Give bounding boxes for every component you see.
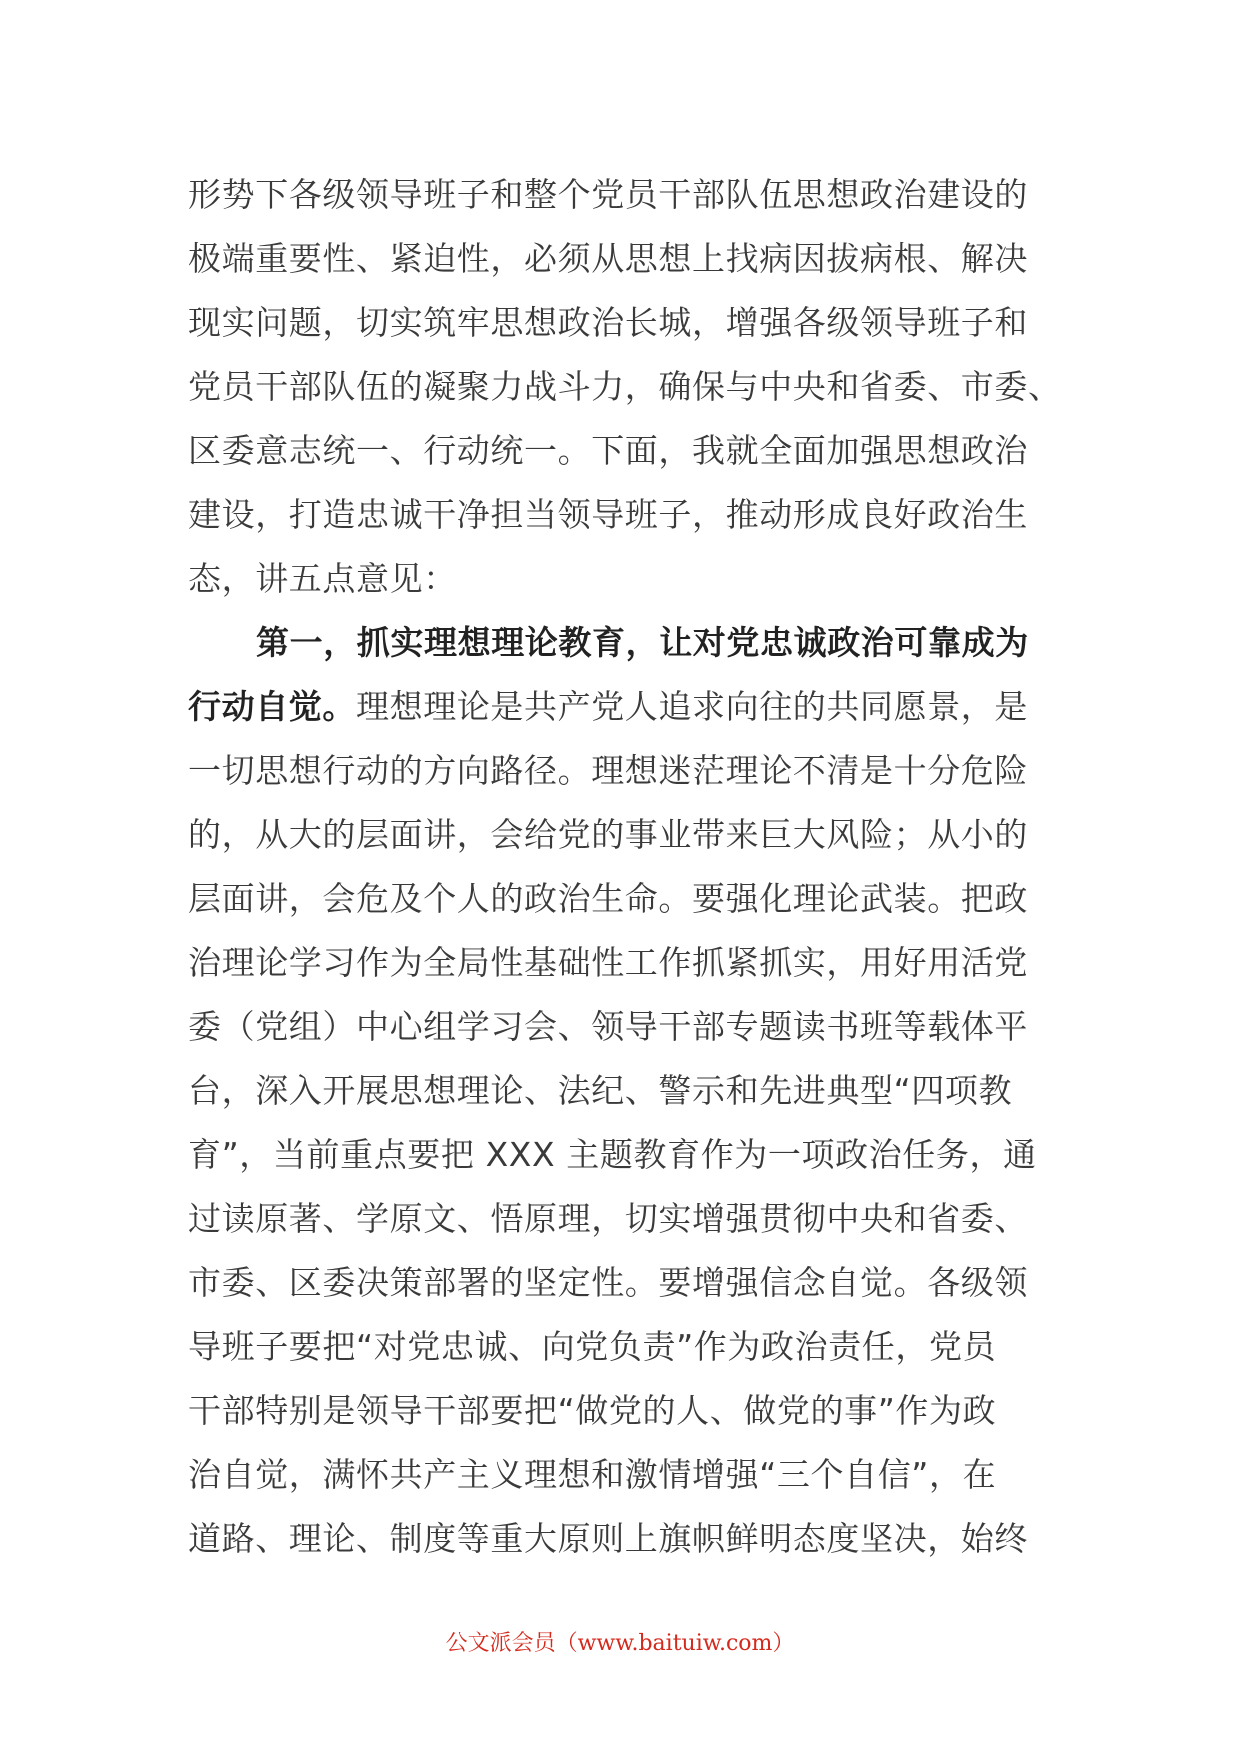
section-heading: 第一，抓实理想理论教育，让对党忠诚政治可靠成为 (256, 623, 1029, 662)
text-line: 现实问题，切实筑牢思想政治长城，增强各级领导班子和 (188, 303, 1028, 342)
text-line: 极端重要性、紧迫性，必须从思想上找病因拔病根、解决 (188, 239, 1028, 278)
text-line: 干部特别是领导干部要把“做党的人、做党的事”作为政 (188, 1391, 997, 1430)
text-line: 一切思想行动的方向路径。理想迷茫理论不清是十分危险 (188, 751, 1028, 790)
text-line: 市委、区委决策部署的坚定性。要增强信念自觉。各级领 (188, 1263, 1028, 1302)
text-line: 道路、理论、制度等重大原则上旗帜鲜明态度坚决，始终 (188, 1519, 1028, 1558)
text-line: 层面讲，会危及个人的政治生命。要强化理论武装。把政 (188, 879, 1028, 918)
document-body (188, 163, 1062, 1571)
text-line: 治理论学习作为全局性基础性工作抓紧抓实，用好用活党 (188, 943, 1028, 982)
text-line: 导班子要把“对党忠诚、向党负责”作为政治责任，党员 (188, 1327, 997, 1366)
text-line: 区委意志统一、行动统一。下面，我就全面加强思想政治 (188, 431, 1028, 470)
text-line: 治自觉，满怀共产主义理想和激情增强“三个自信”，在 (188, 1455, 997, 1494)
text-line-rest: 理想理论是共产党人追求向往的共同愿景，是 (356, 687, 1028, 726)
text-line: 建设，打造忠诚干净担当领导班子，推动形成良好政治生 (188, 495, 1028, 534)
section-heading-end: 行动自觉。 (188, 687, 356, 726)
text-line: 台，深入开展思想理论、法纪、警示和先进典型“四项教 (188, 1071, 1013, 1110)
text-line: 形势下各级领导班子和整个党员干部队伍思想政治建设的 (188, 175, 1028, 214)
text-line: 态，讲五点意见： (188, 559, 457, 598)
text-line: 党员干部队伍的凝聚力战斗力，确保与中央和省委、市委、 (188, 367, 1062, 406)
footer-watermark-link[interactable]: 公文派会员（www.baituiw.com） (445, 1631, 795, 1656)
text-line: 过读原著、学原文、悟原理，切实增强贯彻中央和省委、 (188, 1199, 1028, 1238)
text-line (188, 675, 1058, 739)
text-line: 的，从大的层面讲，会给党的事业带来巨大风险；从小的 (188, 815, 1028, 854)
text-line: 育”，当前重点要把 XXX 主题教育作为一项政治任务，通 (188, 1135, 1037, 1174)
text-line: 委（党组）中心组学习会、领导干部专题读书班等载体平 (188, 1007, 1028, 1046)
